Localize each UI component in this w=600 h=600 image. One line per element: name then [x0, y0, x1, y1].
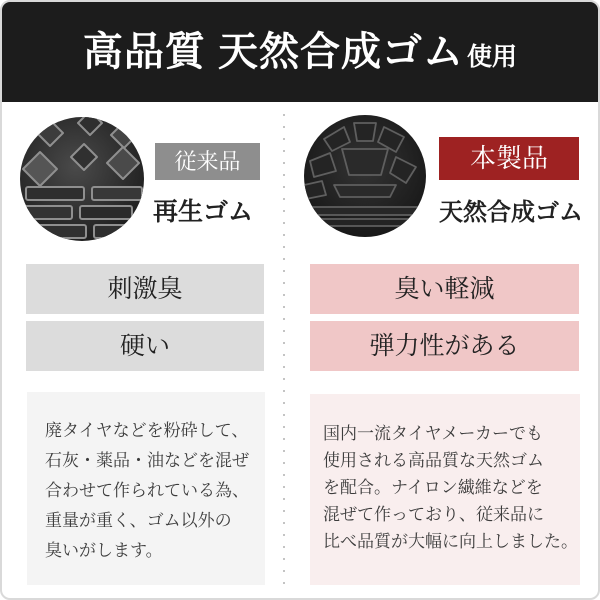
description-line: 合わせて作られている為、: [45, 481, 249, 500]
conventional-description-box: [27, 392, 265, 585]
conventional-feature-row-1: 刺激臭: [26, 264, 264, 314]
description-line: を配合。ナイロン繊維などを: [323, 478, 543, 497]
conventional-feature-row-2: 硬い: [26, 321, 264, 371]
column-divider: [283, 114, 285, 592]
rubber-texture-right-icon: [304, 115, 426, 237]
natural-rubber-image: [304, 115, 426, 242]
this-product-feature-row-1: 臭い軽減: [310, 264, 579, 314]
description-line: 石灰・薬品・油などを混ぜ: [45, 451, 249, 470]
this-product-description-box: [310, 394, 580, 585]
description-line: 臭いがします。: [45, 541, 163, 560]
description-line: 比べ品質が大幅に向上しました。: [323, 532, 578, 551]
description-line: 廃タイヤなどを粉砕して、: [45, 421, 249, 440]
description-line: 使用される高品質な天然ゴム: [323, 451, 544, 470]
rubber-texture-left-icon: [20, 117, 144, 241]
header-banner: [2, 2, 598, 102]
description-line: 混ぜて作っており、従来品に: [323, 505, 544, 524]
this-product-material-name: 天然合成ゴム: [439, 199, 583, 226]
conventional-material-name: 再生ゴム: [153, 198, 254, 226]
page-title-suffix: 使用: [467, 43, 518, 71]
this-product-badge: 本製品: [439, 137, 579, 180]
page-title: 高品質 天然合成ゴム: [82, 30, 465, 74]
description-line: 国内一流タイヤメーカーでも: [323, 424, 543, 443]
conventional-product-badge: 従来品: [155, 143, 260, 180]
description-line: 重量が重く、ゴム以外の: [45, 511, 232, 530]
this-product-feature-row-2: 弾力性がある: [310, 321, 579, 371]
recycled-rubber-image: [20, 117, 144, 246]
